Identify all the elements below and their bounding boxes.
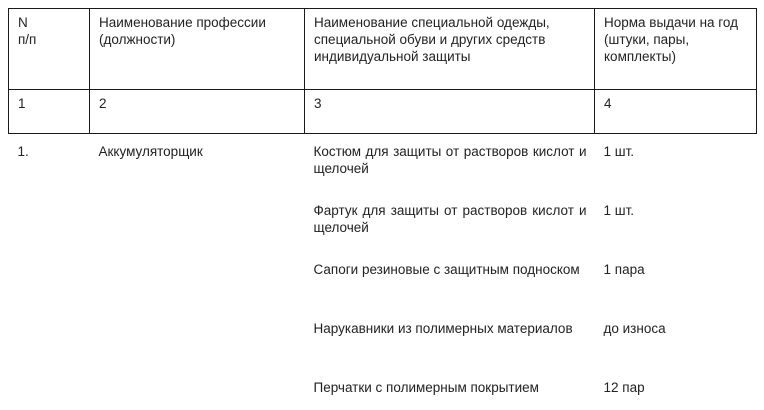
header-ppe-name: Наименование специальной одежды, специальной обуви и других средств индивидуальной защиты [305,9,595,90]
empty-cell [90,372,305,410]
column-number-3: 3 [305,90,595,134]
header-profession: Наименование профессии (должности) [90,9,305,90]
ppe-item-norm: 1 шт. [603,144,635,159]
header-number-line1: N п/п [18,15,37,47]
empty-cell [90,313,305,372]
empty-cell [9,195,90,254]
column-number-row [9,90,757,134]
column-number-2: 2 [90,90,305,134]
empty-cell [9,254,90,313]
table-header-row [9,9,757,90]
row-number: 1. [17,144,29,159]
empty-cell [90,195,305,254]
ppe-item-norm: 1 шт. [603,203,635,218]
ppe-item-norm: 1 пара [603,262,645,277]
row-profession: Аккумуляторщик [98,144,203,159]
ppe-norms-table [8,8,757,410]
ppe-item-name: Сапоги резиновые с защитным подноском [313,262,580,277]
header-issue-norm: Норма выдачи на год (штуки, пары, комплекты) [595,9,757,90]
column-number-1: 1 [9,90,90,134]
table-row [9,254,757,313]
table-row [9,195,757,254]
ppe-item-name: Костюм для защиты от растворов кислот и щелочей [313,144,587,176]
table-row [9,134,757,196]
ppe-item-norm: 12 пар [603,380,645,395]
column-number-4: 4 [595,90,757,134]
ppe-item-name: Нарукавники из полимерных материалов [313,321,573,336]
table-row [9,313,757,372]
empty-cell [90,254,305,313]
ppe-item-name: Фартук для защиты от растворов кислот и щелочей [313,203,587,235]
ppe-item-norm: до износа [603,321,666,336]
empty-cell [9,372,90,410]
empty-cell [9,313,90,372]
table-row [9,372,757,410]
ppe-item-name: Перчатки с полимерным покрытием [313,380,539,395]
header-number [9,9,90,90]
